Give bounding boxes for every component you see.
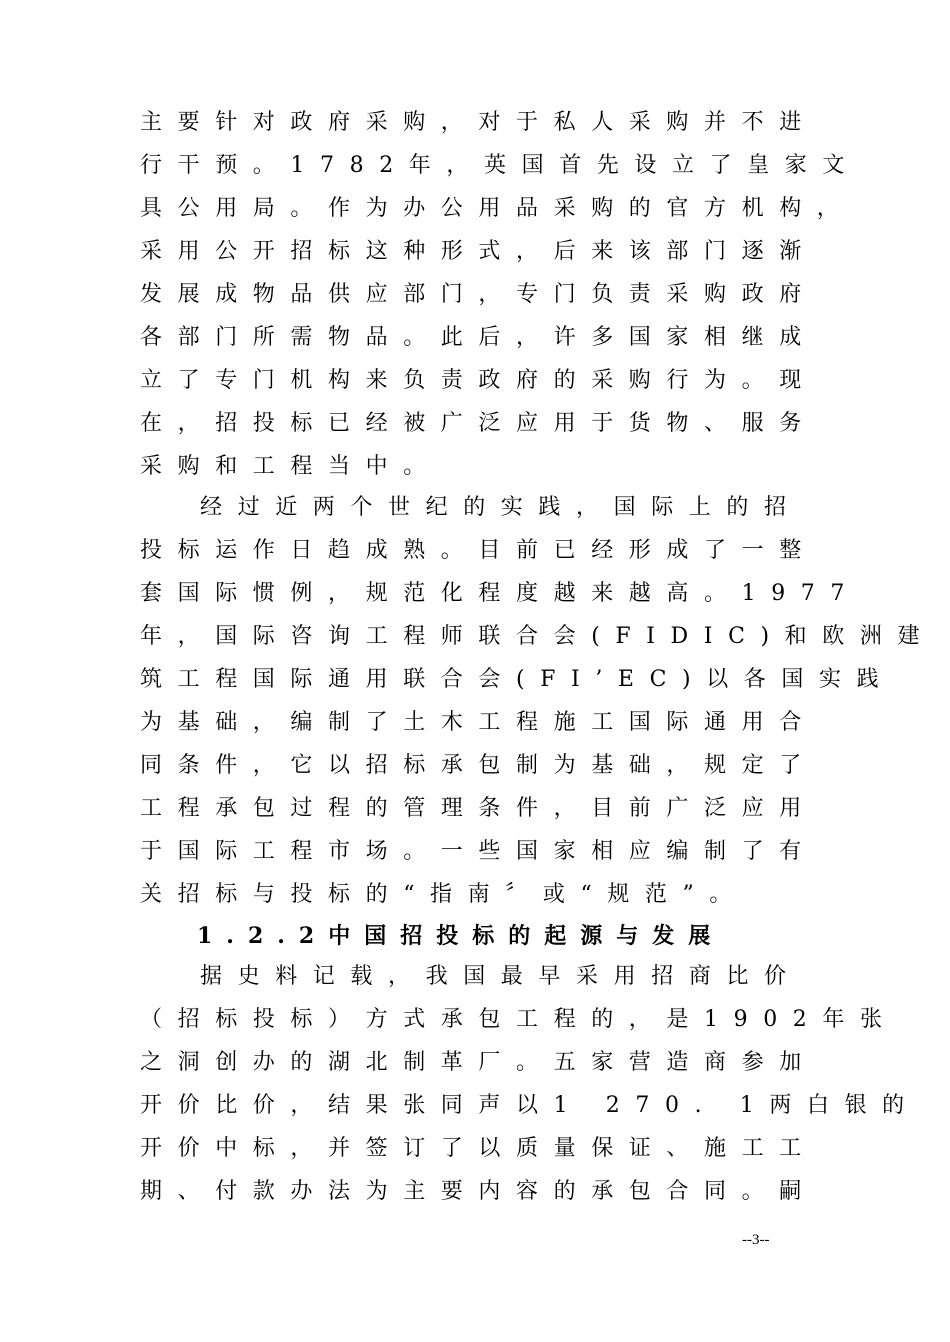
section-heading: 1.2.2中国招投标的起源与发展: [197, 923, 725, 949]
paragraph-1-line-7: 立了专门机构来负责政府的采购行为。现: [140, 368, 817, 393]
paragraph-3-line-3: 之洞创办的湖北制革厂。五家营造商参加: [140, 1050, 817, 1075]
paragraph-3-line-6: 期、付款办法为主要内容的承包合同。嗣: [140, 1179, 817, 1204]
paragraph-2-line-3: 套国际惯例，规范化程度越来越高。1977: [140, 581, 860, 606]
paragraph-1-line-4: 采用公开招标这种形式，后来该部门逐渐: [140, 239, 817, 264]
paragraph-2-line-8: 工程承包过程的管理条件，目前广泛应用: [140, 796, 817, 821]
paragraph-1-line-2: 行干预。1782年，英国首先设立了皇家文: [140, 153, 860, 178]
paragraph-2-line-6: 为基础，编制了土木工程施工国际通用合: [140, 710, 817, 735]
paragraph-2-line-5: 筑工程国际通用联合会(FI’EC)以各国实践: [140, 667, 895, 692]
paragraph-1-line-5: 发展成物品供应部门，专门负责采购政府: [140, 282, 817, 307]
paragraph-3-line-5: 开价中标，并签订了以质量保证、施工工: [140, 1136, 817, 1161]
page-number: --3--: [742, 1232, 770, 1248]
paragraph-3-line-4: 开价比价，结果张同声以1 270. 1两白银的: [140, 1093, 920, 1118]
paragraph-2-line-9: 于国际工程市场。一些国家相应编制了有: [140, 839, 817, 864]
paragraph-3-line-2: （招标投标）方式承包工程的，是1902年张: [140, 1007, 898, 1032]
paragraph-2-line-7: 同条件，它以招标承包制为基础，规定了: [140, 753, 817, 778]
paragraph-1-line-1: 主要针对政府采购，对于私人采购并不进: [140, 110, 817, 135]
paragraph-2-line-10: 关招标与投标的“指南〞或“规范”。: [140, 882, 747, 907]
paragraph-2-line-4: 年，国际咨询工程师联合会(FIDIC)和欧洲建: [140, 624, 936, 649]
paragraph-3-line-1: 据史料记载，我国最早采用招商比价: [200, 964, 802, 989]
paragraph-2-line-1: 经过近两个世纪的实践，国际上的招: [200, 495, 802, 520]
paragraph-1-line-6: 各部门所需物品。此后，许多国家相继成: [140, 325, 817, 350]
paragraph-1-line-9: 采购和工程当中。: [140, 454, 441, 479]
paragraph-1-line-3: 具公用局。作为办公用品采购的官方机构，: [140, 196, 855, 221]
paragraph-2-line-2: 投标运作日趋成熟。目前已经形成了一整: [140, 538, 817, 563]
paragraph-1-line-8: 在，招投标已经被广泛应用于货物、服务: [140, 411, 817, 436]
